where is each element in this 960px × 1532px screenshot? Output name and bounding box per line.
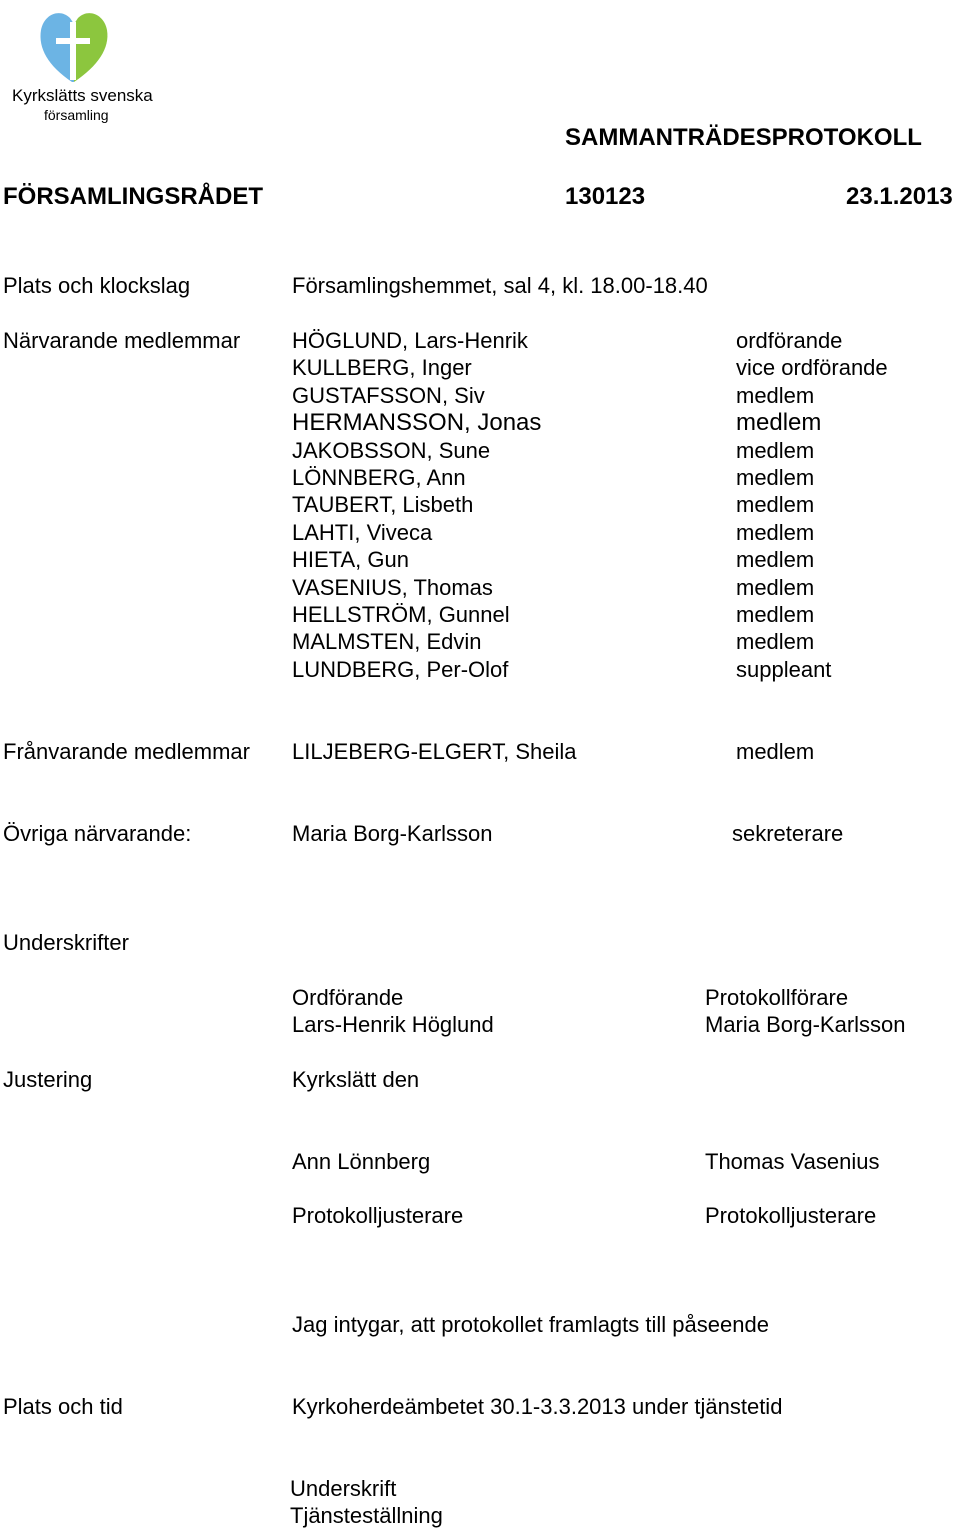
- member-name: TAUBERT, Lisbeth: [292, 492, 474, 518]
- present-label: Närvarande medlemmar: [3, 328, 241, 353]
- secretary-title: Protokollförare: [705, 985, 849, 1010]
- logo-text-line1: Kyrkslätts svenska: [12, 86, 153, 105]
- absent-role: medlem: [736, 739, 815, 764]
- justering-place: Kyrkslätt den: [292, 1067, 420, 1092]
- member-name: GUSTAFSSON, Siv: [292, 382, 485, 408]
- logo-heart-green: [74, 13, 107, 82]
- member-name: JAKOBSSON, Sune: [292, 437, 491, 463]
- member-role: medlem: [736, 574, 815, 600]
- others-role: sekreterare: [732, 821, 844, 846]
- absent-name: LILJEBERG-ELGERT, Sheila: [292, 739, 577, 764]
- member-role: medlem: [736, 629, 815, 655]
- others-label: Övriga närvarande:: [3, 821, 192, 846]
- member-name: HELLSTRÖM, Gunnel: [292, 602, 510, 628]
- signatures-label: Underskrifter: [3, 930, 129, 955]
- logo-text-line2: församling: [44, 107, 109, 123]
- adjuster1-title: Protokolljusterare: [292, 1203, 464, 1228]
- document-title: SAMMANTRÄDESPROTOKOLL: [565, 124, 922, 151]
- present-member-names: [292, 327, 541, 683]
- member-name: HERMANSSON, Jonas: [292, 409, 542, 437]
- member-name: LUNDBERG, Per-Olof: [292, 656, 509, 682]
- member-role: medlem: [736, 409, 822, 437]
- member-name: HIETA, Gun: [292, 547, 409, 573]
- member-role: medlem: [736, 492, 815, 518]
- certification-statement: Jag intygar, att protokollet framlagts till påseende: [292, 1312, 769, 1337]
- meeting-date: 23.1.2013: [846, 183, 953, 210]
- certification-place-label: Plats och tid: [3, 1394, 123, 1419]
- member-name: LÖNNBERG, Ann: [292, 465, 466, 491]
- protocol-number: 130123: [565, 183, 646, 210]
- member-name: MALMSTEN, Edvin: [292, 629, 482, 655]
- member-role: vice ordförande: [736, 355, 888, 381]
- place-value: Församlingshemmet, sal 4, kl. 18.00-18.40: [292, 273, 708, 298]
- certification-position-label: Tjänsteställning: [290, 1503, 443, 1528]
- member-name: LAHTI, Viveca: [292, 519, 433, 545]
- justering-label: Justering: [3, 1067, 93, 1092]
- member-role: medlem: [736, 382, 815, 408]
- others-name: Maria Borg-Karlsson: [292, 821, 493, 846]
- member-name: VASENIUS, Thomas: [292, 574, 493, 600]
- member-name: HÖGLUND, Lars-Henrik: [292, 328, 528, 353]
- adjuster2-title: Protokolljusterare: [705, 1203, 877, 1228]
- logo-heart-blue: [40, 13, 74, 82]
- member-role: medlem: [736, 437, 815, 463]
- member-role: ordförande: [736, 328, 843, 353]
- member-name: KULLBERG, Inger: [292, 355, 472, 381]
- certification-signature-label: Underskrift: [290, 1476, 397, 1501]
- present-member-roles: [736, 327, 888, 683]
- certification-place-value: Kyrkoherdeämbetet 30.1-3.3.2013 under tjänstetid: [292, 1394, 783, 1419]
- member-role: medlem: [736, 602, 815, 628]
- body-name: FÖRSAMLINGSRÅDET: [3, 183, 263, 210]
- absent-label: Frånvarande medlemmar: [3, 739, 250, 764]
- member-role: medlem: [736, 547, 815, 573]
- adjuster1-name: Ann Lönnberg: [292, 1149, 431, 1174]
- member-role: suppleant: [736, 656, 832, 682]
- member-role: medlem: [736, 519, 815, 545]
- place-label: Plats och klockslag: [3, 273, 191, 298]
- chair-title: Ordförande: [292, 985, 404, 1010]
- chair-name: Lars-Henrik Höglund: [292, 1012, 494, 1037]
- secretary-name: Maria Borg-Karlsson: [705, 1012, 906, 1037]
- member-role: medlem: [736, 465, 815, 491]
- adjuster2-name: Thomas Vasenius: [705, 1149, 880, 1174]
